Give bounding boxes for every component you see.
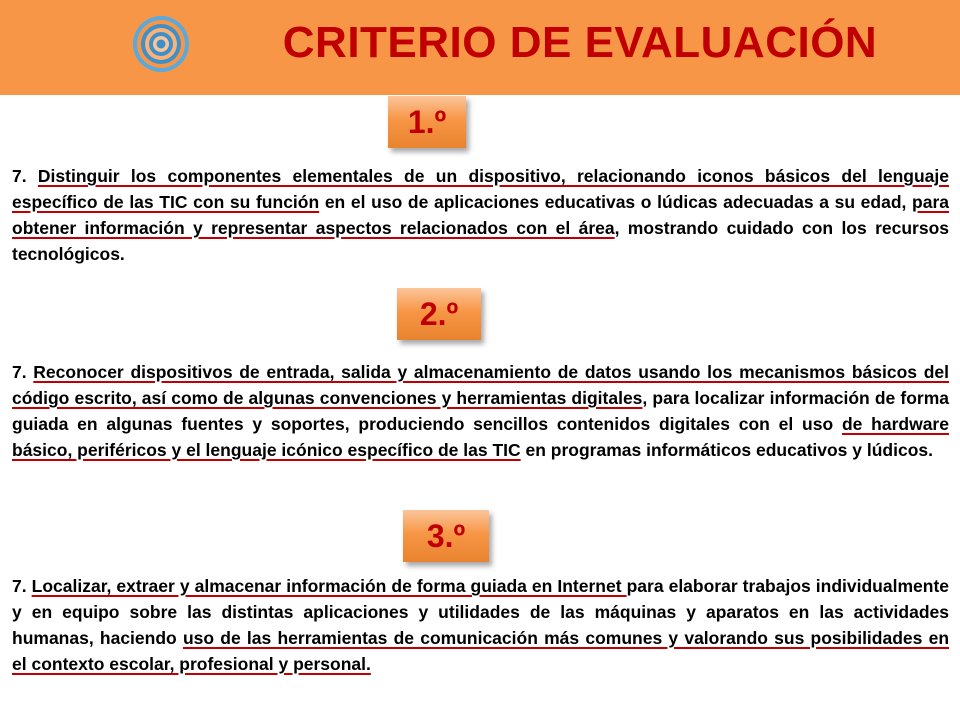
plain-text: en programas informáticos educativos y lúdicos. bbox=[520, 440, 933, 460]
criterion-paragraph-3 bbox=[12, 573, 949, 677]
grade-badge-3: 3.º bbox=[403, 510, 489, 562]
grade-badge-1: 1.º bbox=[388, 96, 466, 148]
criterion-paragraph-2 bbox=[12, 359, 949, 463]
underlined-text: de hardware básico, periféricos y el lenguaje icónico específico de las TIC bbox=[12, 414, 949, 460]
underlined-text: Distinguir los componentes elementales de un dispositivo, relacionando iconos básicos del lenguaje específico de las TIC con su función bbox=[12, 166, 949, 212]
underlined-text: Localizar, extraer y almacenar información de forma guiada en Internet bbox=[31, 576, 627, 596]
header-bar bbox=[0, 0, 960, 95]
criterion-number: 7. bbox=[12, 362, 34, 382]
page-title: CRITERIO DE EVALUACIÓN bbox=[282, 18, 878, 67]
plain-text: en el uso de aplicaciones educativas o lúdicas adecuadas a su edad, bbox=[319, 192, 913, 212]
plain-text: para elaborar trabajos individualmente y en equipo sobre las distintas aplicaciones y utilidades de las máquinas y aparatos en las actividades humanas, haciendo bbox=[12, 576, 950, 648]
underlined-text: para obtener información y representar aspectos relacionados con el área bbox=[12, 192, 950, 238]
underlined-text: uso de las herramientas de comunicación más comunes y valorando sus posibilidades en el contexto escolar, profesional y personal. bbox=[12, 628, 950, 674]
grade-badge-2: 2.º bbox=[397, 288, 481, 340]
concentric-circles-logo-icon bbox=[131, 14, 191, 74]
plain-text: , para localizar información de forma guiada en algunas fuentes y soportes, produciendo sencillos contenidos digitales con el uso bbox=[12, 388, 949, 434]
underlined-text: Reconocer dispositivos de entrada, salida y almacenamiento de datos usando los mecanismos básicos del código escrito, así como de algunas convenciones y herramientas digitales bbox=[12, 362, 949, 408]
criterion-number: 7. bbox=[12, 166, 38, 186]
plain-text: , mostrando cuidado con los recursos tecnológicos. bbox=[12, 218, 949, 264]
criterion-number: 7. bbox=[12, 576, 32, 596]
criterion-paragraph-1 bbox=[12, 163, 949, 267]
